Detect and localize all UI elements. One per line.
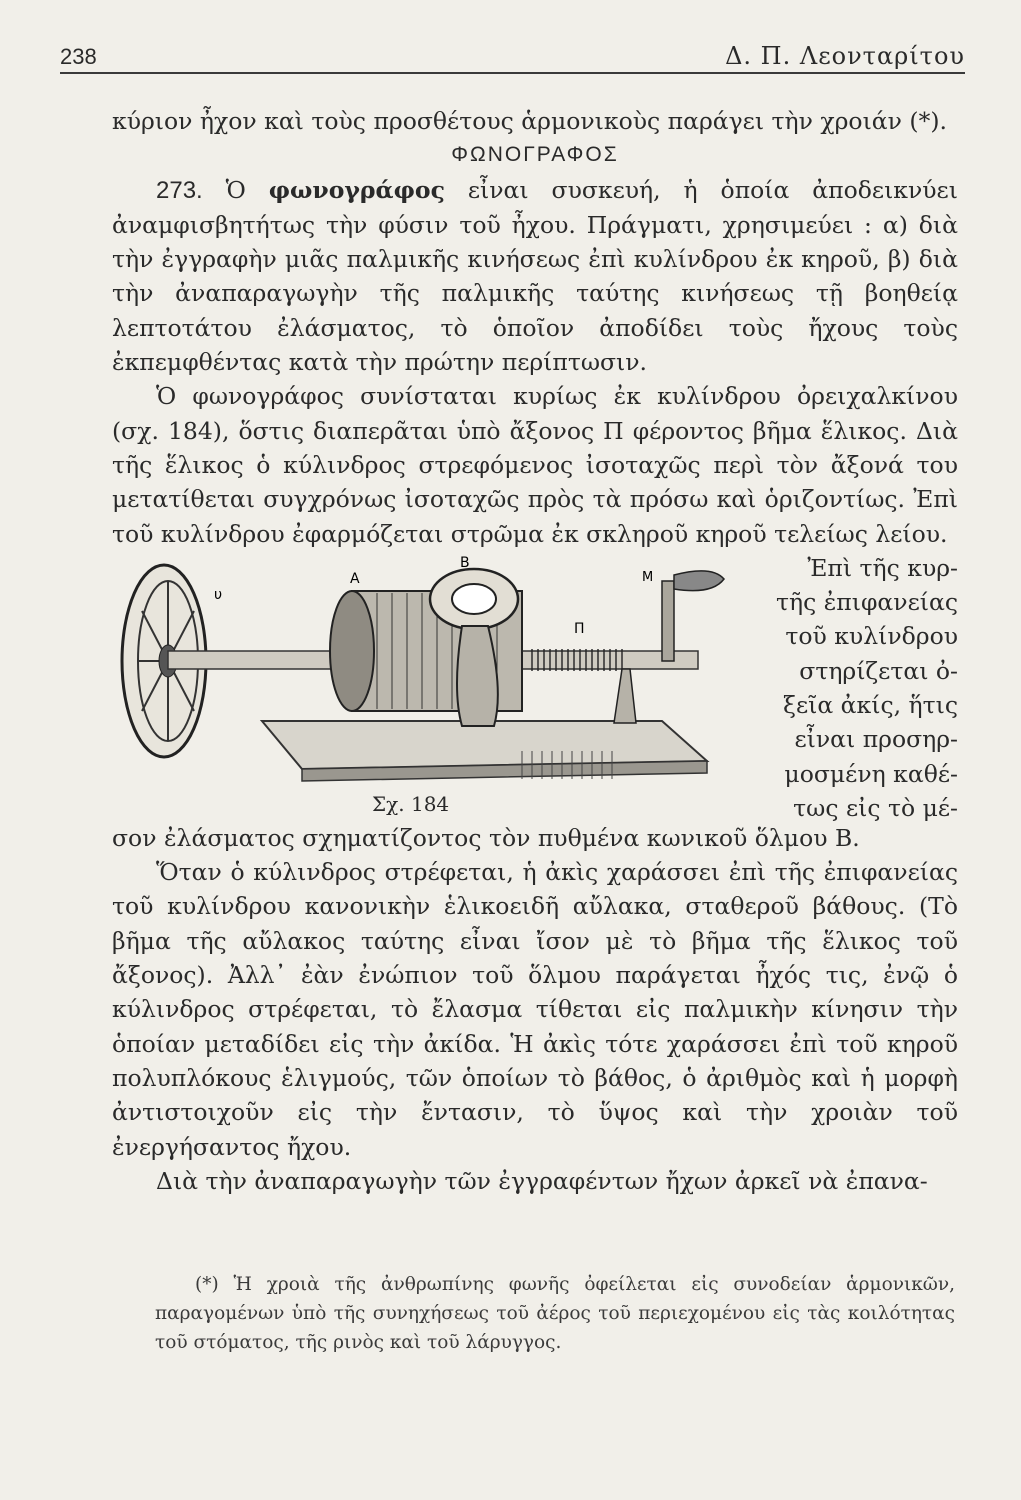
paragraph-article: Ὁ (225, 175, 246, 204)
paragraph-reproduction: Διὰ τὴν ἀναπαραγωγὴν τῶν ἐγγραφέντων ἤχων ἀρκεῖ νὰ ἐπανα- (156, 1166, 928, 1195)
figure-184 (102, 551, 732, 819)
mouthpiece-stand (457, 626, 498, 726)
label-m: Μ (642, 569, 654, 585)
crank-handle (674, 571, 724, 591)
page-header (60, 38, 965, 74)
phonograph-illustration (102, 551, 732, 789)
term-phonograph: φωνογράφος (268, 175, 445, 204)
label-u: υ (214, 586, 223, 603)
side-line: τοῦ κυλίνδρου (785, 622, 958, 651)
footnote (155, 1270, 955, 1357)
intro-line: κύριον ἦχον καὶ τοὺς προσθέτους ἁρμονικοὺς παράγει τὴν χροιάν (*). (112, 107, 947, 135)
side-line: τως εἰς τὸ μέ- (793, 793, 958, 822)
side-text (762, 551, 958, 825)
side-line: ξεῖα ἀκίς, ἥτις (783, 691, 958, 720)
label-p: Π (574, 620, 585, 637)
paragraph-continuation: σον ἐλάσματος σχηματίζοντος τὸν πυθμένα κωνικοῦ ὅλμου Β. (112, 823, 860, 852)
bearing-stand (614, 669, 636, 723)
side-line: στηρίζεται ὀ- (799, 656, 958, 685)
section-title: ΦΩΝΟΓΡΑΦΟΣ (451, 143, 619, 167)
paragraph-structure: Ὁ φωνογράφος συνίσταται κυρίως ἐκ κυλίνδρου ὀρειχαλκίνου (σχ. 184), ὅστις διαπερᾶται ὑπὸ ἄξονος Π φέροντος βῆμα ἕλικος. Διὰ τῆς ἕλικος ὁ κύλινδρος στρεφόμενος ἰσοταχῶς περὶ τὸν ἄξονά του μετατίθεται συγχρόνως ἰσοταχῶς πρὸς τὰ πρόσω καὶ ὁριζοντίως. Ἐπὶ τοῦ κυλίνδρου ἐφαρμόζεται στρῶμα ἐκ σκληροῦ κηροῦ τελείως λείου. (112, 382, 958, 548)
page-number: 238 (60, 44, 97, 69)
running-head: Δ. Π. Λεονταρίτου (725, 42, 965, 70)
paragraph-273 (112, 173, 958, 380)
label-a: Α (350, 570, 360, 587)
side-line: μοσμένη καθέ- (784, 759, 958, 788)
footnote-text: (*) Ἡ χροιὰ τῆς ἀνθρωπίνης φωνῆς ὀφείλεται εἰς συνοδείαν ἁρμονικῶν, παραγομένων ὑπὸ τῆς συνηχήσεως τοῦ ἀέρος τοῦ περιεχομένου εἰς τὰς κοιλότητας τοῦ στόματος, τῆς ρινὸς καὶ τοῦ λάρυγγος. (155, 1274, 955, 1353)
side-line: εἶναι προσηρ- (794, 725, 958, 754)
mouthpiece-opening (452, 584, 496, 614)
body-text (112, 104, 958, 1198)
paragraph-text: εἶναι συσκευή, ἡ ὁποία ἀποδεικνύει ἀναμφισβητήτως τὴν φύσιν τοῦ ἦχου. Πράγματι, χρησιμεύει : α) διὰ τὴν ἐγγραφὴν μιᾶς παλμικῆς κινήσεως ἐπὶ κυλίνδρου ἐκ κηροῦ, β) διὰ τὴν ἀναπαραγωγὴν τῆς παλμικῆς ταύτης κινήσεως τῇ βοηθείᾳ λεπτοτάτου ἐλάσματος, τὸ ὁποῖον ἀποδίδει τοὺς ἤχους τοὺς ἐκπεμφθέντας κατὰ τὴν πρώτην περίπτωσιν. (112, 175, 958, 377)
side-line: τῆς ἐπιφανείας (775, 588, 958, 617)
figure-caption: Σχ. 184 (372, 791, 450, 816)
label-b: Β (460, 554, 470, 571)
paragraph-number: 273. (156, 176, 203, 204)
figure-block (112, 551, 958, 821)
crank-arm (662, 581, 674, 661)
side-line: Ἐπὶ τῆς κυρ- (807, 553, 958, 582)
cylinder-end (330, 591, 374, 711)
paragraph-engraving: Ὅταν ὁ κύλινδρος στρέφεται, ἡ ἀκὶς χαράσσει ἐπὶ τῆς ἐπιφανείας τοῦ κυλίνδρου κανονικὴν ἑλικοειδῆ αὔλακα, σταθεροῦ βάθους. (Τὸ βῆμα τῆς αὔλακος ταύτης εἶναι ἴσον μὲ τὸ βῆμα τῆς ἕλικος τοῦ ἄξονος). Ἀλλ᾽ ἐὰν ἐνώπιον τοῦ ὅλμου παράγεται ἦχός τις, ἐνῷ ὁ κύλινδρος στρέφεται, τὸ ἔλασμα τίθεται εἰς παλμικὴν κίνησιν τὴν ὁποίαν μεταδίδει εἰς τὴν ἀκίδα. Ἡ ἀκὶς τότε χαράσσει ἐπὶ τοῦ κηροῦ πολυπλόκους ἑλιγμούς, τῶν ὁποίων τὸ βάθος, ὁ ἀριθμὸς καὶ ἡ μορφὴ ἀντιστοιχοῦν εἰς τὴν ἔντασιν, τὸ ὕψος καὶ τὴν χροιὰν τοῦ ἐνεργήσαντος ἤχου. (112, 858, 958, 1161)
